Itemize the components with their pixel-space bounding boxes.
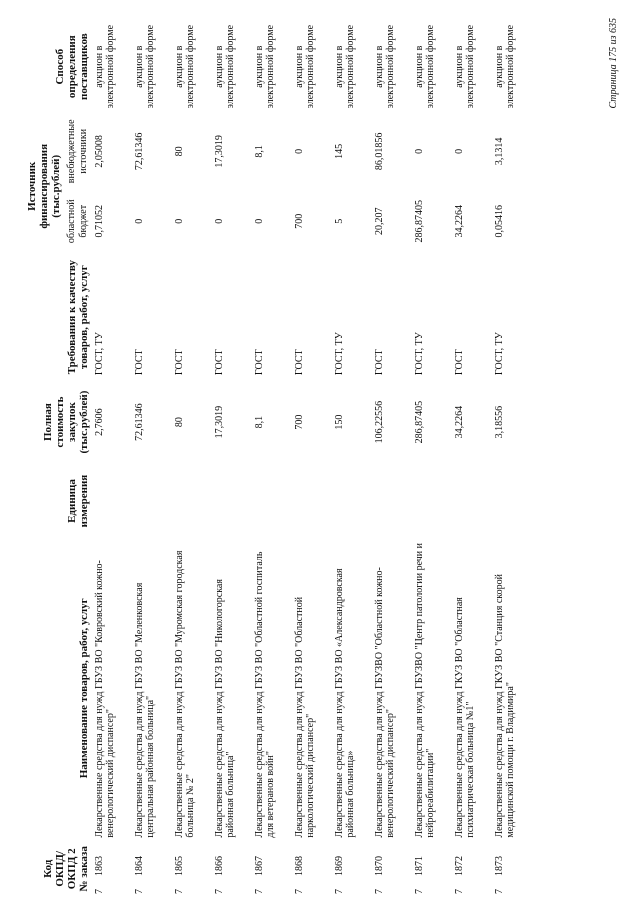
row-source-offbudget: 80 xyxy=(174,146,185,157)
row-source-offbudget: 8,1 xyxy=(254,145,265,158)
row-cost: 106,22556 xyxy=(374,400,385,444)
row-source-regional: 0 xyxy=(254,218,265,224)
row-code: 7 xyxy=(454,889,465,894)
row-unit xyxy=(332,466,372,536)
row-method: аукцион в электронной форме xyxy=(454,24,476,109)
header-source: Источник финансирования (тыс.рублей) xyxy=(26,143,62,229)
row-method: аукцион в электронной форме xyxy=(214,24,236,109)
row-requirements: ГОСТ, ТУ xyxy=(94,332,105,376)
row-method: аукцион в электронной форме xyxy=(374,24,396,109)
row-cost: 700 xyxy=(294,414,305,430)
row-requirements: ГОСТ, ТУ xyxy=(494,332,505,376)
table-row xyxy=(92,17,132,897)
row-requirements: ГОСТ, ТУ xyxy=(334,332,345,376)
row-name: Лекарственные средства для нужд ГБУЗ ВО "Областной госпиталь для ветеранов войн" xyxy=(254,551,276,838)
header-source-offbudget: внебюджетные источники xyxy=(66,119,89,184)
table-row xyxy=(172,17,212,897)
row-source-offbudget: 2,05008 xyxy=(94,135,105,168)
header-method: Способ определения поставщиков xyxy=(54,33,90,101)
row-source-regional: 34,2264 xyxy=(454,205,465,238)
row-cost: 3,18556 xyxy=(494,405,505,439)
table-body xyxy=(92,17,532,897)
table-row xyxy=(412,17,452,897)
page-footer: Страница 175 из 635 xyxy=(608,18,619,109)
procurement-table xyxy=(24,17,532,897)
row-code: 7 xyxy=(134,889,145,894)
row-method: аукцион в электронной форме xyxy=(414,24,436,109)
row-source-regional: 700 xyxy=(294,213,305,229)
row-method: аукцион в электронной форме xyxy=(174,24,196,109)
row-cost: 2,7606 xyxy=(94,408,105,436)
row-method: аукцион в электронной форме xyxy=(134,24,156,109)
row-requirements: ГОСТ xyxy=(454,349,465,376)
row-name: Лекарственные средства для нужд ГБУЗ ВО "Меленковская центральная районная больница" xyxy=(134,582,156,838)
row-number: 1864 xyxy=(134,855,145,876)
row-requirements: ГОСТ xyxy=(374,349,385,376)
row-source-offbudget: 0 xyxy=(294,148,305,154)
row-number: 1871 xyxy=(414,855,425,876)
header-code: Код ОКПД/ ОКПД 2 № заказа xyxy=(42,846,90,892)
row-source-regional: 0,71052 xyxy=(94,205,105,238)
row-unit xyxy=(452,466,492,536)
row-number: 1873 xyxy=(494,855,505,876)
row-cost: 80 xyxy=(174,417,185,428)
row-cost: 150 xyxy=(334,414,345,430)
row-number: 1865 xyxy=(174,855,185,876)
table-row xyxy=(292,17,332,897)
row-name: Лекарственные средства для нужд ГБУЗ ВО "Муромская городская больница № 2" xyxy=(174,550,196,838)
row-method: аукцион в электронной форме xyxy=(254,24,276,109)
row-source-offbudget: 145 xyxy=(334,143,345,159)
row-code: 7 xyxy=(334,889,345,894)
header-requirements: Требования к качеству товаров, работ, услуг xyxy=(66,260,90,375)
row-source-offbudget: 3,1314 xyxy=(494,137,505,166)
row-name: Лекарственные средства для нужд ГБУЗ ВО «Александровская районная больница» xyxy=(334,568,356,838)
table-row xyxy=(212,17,252,897)
row-code: 7 xyxy=(414,889,425,894)
row-source-offbudget: 17,3019 xyxy=(214,135,225,168)
row-code: 7 xyxy=(494,889,505,894)
row-method: аукцион в электронной форме xyxy=(334,24,356,109)
row-number: 1869 xyxy=(334,855,345,876)
row-unit xyxy=(212,466,252,536)
row-source-offbudget: 0 xyxy=(454,148,465,154)
row-number: 1868 xyxy=(294,855,305,876)
row-unit xyxy=(172,466,212,536)
row-source-regional: 0 xyxy=(174,218,185,224)
row-unit xyxy=(92,466,132,536)
row-name: Лекарственные средства для нужд ГБУЗ ВО "Никологорская районная больница" xyxy=(214,579,236,838)
row-method: аукцион в электронной форме xyxy=(294,24,316,109)
header-unit: Единица измерения xyxy=(66,474,90,528)
row-source-regional: 20,207 xyxy=(374,207,385,235)
row-requirements: ГОСТ xyxy=(174,349,185,376)
row-number: 1867 xyxy=(254,855,265,876)
row-requirements: ГОСТ xyxy=(214,349,225,376)
row-unit xyxy=(292,466,332,536)
row-number: 1866 xyxy=(214,855,225,876)
table-row xyxy=(492,17,532,897)
row-number: 1872 xyxy=(454,855,465,876)
row-source-offbudget: 72,61346 xyxy=(134,132,145,171)
header-cost: Полная стоимость закупок (тыс.рублей) xyxy=(42,390,90,454)
row-source-offbudget: 86,01856 xyxy=(374,132,385,171)
row-requirements: ГОСТ xyxy=(134,349,145,376)
row-unit xyxy=(412,466,452,536)
row-name: Лекарственные средства для нужд ГБУЗ ВО "Ковровский кожно-венерологический диспансер" xyxy=(94,560,116,838)
row-cost: 17,3019 xyxy=(214,405,225,439)
table-row xyxy=(452,17,492,897)
header-source-regional: областной бюджет xyxy=(66,199,89,244)
row-source-offbudget: 0 xyxy=(414,148,425,154)
table-row xyxy=(372,17,412,897)
row-cost: 8,1 xyxy=(254,415,265,429)
row-requirements: ГОСТ, ТУ xyxy=(414,332,425,376)
row-unit xyxy=(372,466,412,536)
header-name: Наименование товаров, работ, услуг xyxy=(78,598,90,779)
row-code: 7 xyxy=(294,889,305,894)
row-unit xyxy=(132,466,172,536)
row-source-regional: 0 xyxy=(134,218,145,224)
row-name: Лекарственные средства для нужд ГБУЗ ВО "Областной наркологический диспансер" xyxy=(294,596,316,838)
row-requirements: ГОСТ xyxy=(294,349,305,376)
row-cost: 34,2264 xyxy=(454,405,465,439)
table-row xyxy=(132,17,172,897)
row-name: Лекарственные средства для нужд ГБУЗВО "Центр патологии речи и нейрореабилитации" xyxy=(414,543,436,838)
row-code: 7 xyxy=(254,889,265,894)
row-unit xyxy=(492,466,532,536)
row-method: аукцион в электронной форме xyxy=(94,24,116,109)
row-name: Лекарственные средства для нужд ГКУЗ ВО "Станция скорой медицинской помощи г. Владимира" xyxy=(494,574,516,838)
table-row xyxy=(252,17,292,897)
row-code: 7 xyxy=(174,889,185,894)
row-code: 7 xyxy=(94,889,105,894)
row-source-regional: 0,05416 xyxy=(494,205,505,238)
row-code: 7 xyxy=(374,889,385,894)
row-source-regional: 0 xyxy=(214,218,225,224)
row-unit xyxy=(252,466,292,536)
row-code: 7 xyxy=(214,889,225,894)
row-requirements: ГОСТ xyxy=(254,349,265,376)
row-source-regional: 5 xyxy=(334,218,345,224)
row-number: 1863 xyxy=(94,855,105,876)
row-number: 1870 xyxy=(374,855,385,876)
row-cost: 72,61346 xyxy=(134,403,145,441)
row-source-regional: 286,87405 xyxy=(414,200,425,243)
row-cost: 286,87405 xyxy=(414,400,425,444)
table-row xyxy=(332,17,372,897)
row-name: Лекарственные средства для нужд ГБУЗВО "Областной кожно-венерологический диспансер" xyxy=(374,567,396,838)
row-name: Лекарственные средства для нужд ГКУЗ ВО "Областная психиатрическая больница №1" xyxy=(454,597,476,838)
row-method: аукцион в электронной форме xyxy=(494,24,516,109)
